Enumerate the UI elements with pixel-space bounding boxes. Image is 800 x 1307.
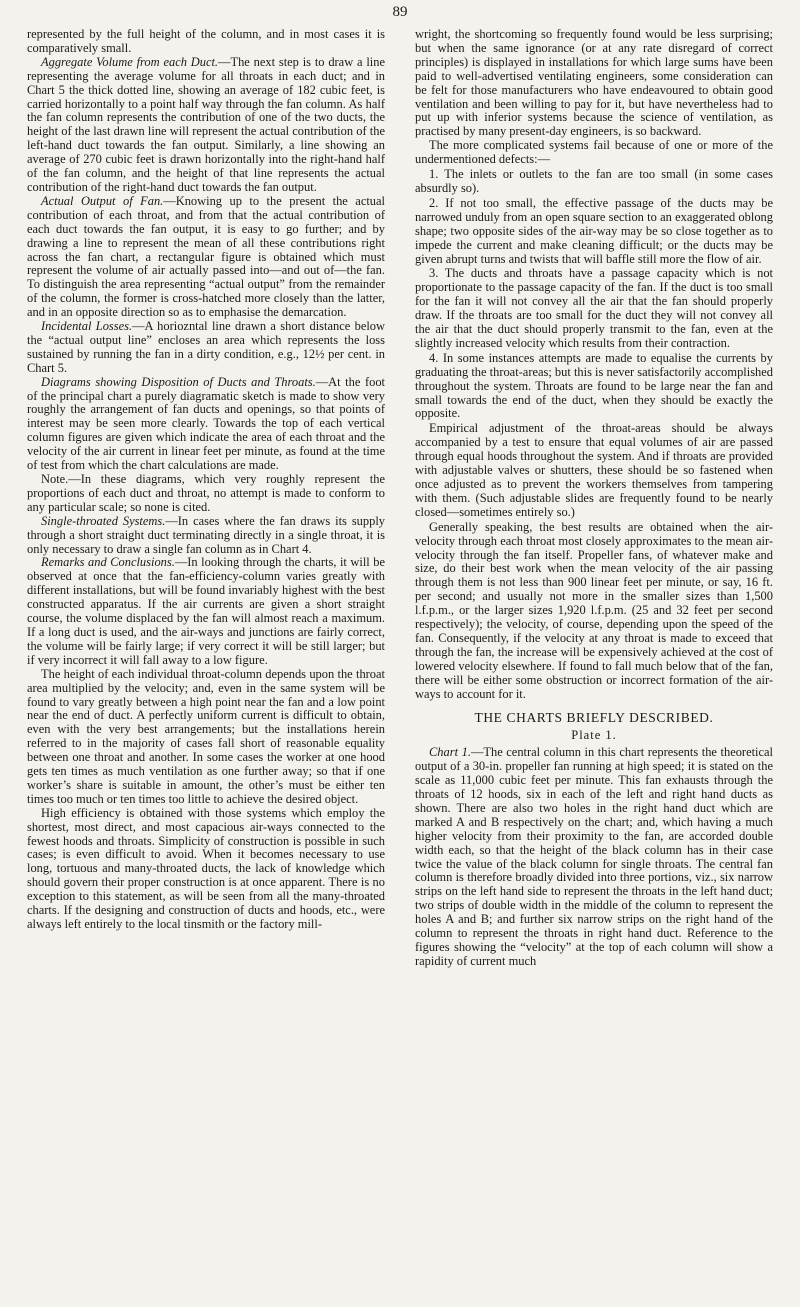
defect-item-3: 3. The ducts and throats have a passage capacity which is not proportionate to the passage capacity of the fan. If the duct is too small for the fan it will not convey all the air that the fan should properly draw. If the throats are too small for the duct they will not convey all the air that the duct should properly transmit to the fan, even at the slightly increased velocity which results from their contraction. xyxy=(415,266,773,350)
paragraph-heading: Diagrams showing Disposition of Ducts and Throats. xyxy=(41,374,316,389)
paragraph-incidental-losses xyxy=(27,320,385,376)
paragraph: The height of each individual throat-column depends upon the throat area multiplied by the velocity; and, even in the same system will be found to vary greatly between a high point near the fan and a low point near the end of duct. A perfectly uniform current is difficult to obtain, even with the very best arrangements; but the installations herein referred to in the majority of cases fall short of reasonable equality between one throat and another. In some cases the worker at one hood gets ten times as much ventilation as one further away; so that if one worker’s share is suitable in amount, the other’s must be either ten times too much or ten times too little to achieve the desired object. xyxy=(27,666,385,806)
page-number: 89 xyxy=(392,4,408,20)
right-column xyxy=(415,28,773,969)
paragraph-actual-output xyxy=(27,195,385,320)
paragraph-heading: Aggregate Volume from each Duct. xyxy=(41,54,219,69)
paragraph-heading: Single-throated Systems. xyxy=(41,513,166,528)
paragraph-body: —At the foot of the principal chart a purely diagramatic sketch is made to show very roughly the arrangement of fan ducts and openings, so that points of interest may be seen more clearly. Towards the top of each vertical column figures are given which indicate the area of each throat and the velocity of the air current in linear feet per minute, as found at the time of test from which the chart calculations are made. xyxy=(27,374,385,473)
plate-heading: Plate 1. xyxy=(571,728,617,743)
paragraph-body: —In cases where the fan draws its supply through a short straight duct terminating directly in a single throat, it is only necessary to draw a single fan column as in Chart 4. xyxy=(27,513,386,556)
paragraph-diagrams xyxy=(27,376,385,473)
defect-item-4: 4. In some instances attempts are made to equalise the currents by graduating the throat-areas; but this is never satisfactorily accomplished throughout the system. Throats are found to be large near the fan and small towards the end of the duct, when they should be exactly the opposite. xyxy=(415,350,773,421)
paragraph-chart-1 xyxy=(415,746,773,969)
paragraph-heading: Incidental Losses. xyxy=(41,319,133,334)
paragraph-heading: Chart 1. xyxy=(429,745,471,760)
paragraph-body: —Knowing up to the present the actual contribution of each throat, and from that the actual contribution of each duct towards the fan output, it is easy to go further; and by drawing a line to represent the mean of all these contributions right across the fan chart, a rectangular figure is obtained which must represent the volume of air actually passed into—and out of—the fan. To distinguish the area representing “actual output” from the remainder of the column, the former is cross-hatched more closely than the latter, and in an opposite direction so as to emphasise the demarcation. xyxy=(27,193,385,320)
paragraph-heading: Remarks and Conclusions. xyxy=(41,555,175,570)
paragraph: High efficiency is obtained with those systems which employ the shortest, most direct, and most capacious air-ways connected to the fewest hoods and throats. Simplicity of construction is possible in such cases; is even difficult to avoid. When it becomes necessary to use long, tortuous and many-throated ducts, the lack of knowledge which should govern their proper construction is at once apparent. There is no exception to this statement, as will be seen from all the many-throated charts. If the designing and construction of ducts and hoods, etc., were always left entirely to the local tinsmith or the factory mill- xyxy=(27,805,385,931)
paragraph: The more complicated systems fail because of one or more of the undermentioned defects:— xyxy=(415,138,773,167)
paragraph-body: —A horiozntal line drawn a short distance below the “actual output line” encloses an area which represents the loss sustained by running the fan in a dirty condition, e.g., 12½ per cent. in Chart 5. xyxy=(27,319,385,375)
defect-item-1: 1. The inlets or outlets to the fan are too small (in some cases absurdly so). xyxy=(415,167,773,195)
defect-item-2: 2. If not too small, the effective passage of the ducts may be narrowed unduly from an open square section to an exaggerated oblong shape; two opposite sides of the air-way may be so close together as to impede the current and make cleaning difficult; or the ducts may be given abrupt turns and twists that will baffle still more the flow of air. xyxy=(415,195,773,266)
paragraph-body: —The central column in this chart represents the theoretical output of a 30-in. propeller fan running at high speed; it is stated on the scale as 11,000 cubic feet per minute. This fan exhausts through the throats of 12 hoods, six in each of the left and right hand ducts as shown. There are also two holes in the right hand duct which are marked A and B respectively on the chart; and, which having a much higher velocity from their proximity to the fan, are accorded double width each, so that the height of the black column has in their case twice the value of the black column for single throats. The central fan column is therefore broadly divided into three portions, viz., six narrow strips on the left hand side to represent the throats in the left hand duct; two strips of double width in the middle of the column to represent the holes A and B; and further six narrow strips on the right hand of the column to represent the throats in right hand duct. Reference to the figures showing the “velocity” at the top of each column will show a rapidity of current much xyxy=(415,745,774,968)
paragraph-aggregate-volume xyxy=(27,56,385,195)
section-heading: THE CHARTS BRIEFLY DESCRIBED. xyxy=(474,709,714,725)
paragraph-remarks xyxy=(27,556,385,667)
paragraph: represented by the full height of the column, and in most cases it is comparatively small. xyxy=(27,27,385,55)
paragraph-body: —In looking through the charts, it will be observed at once that the fan-efficiency-column varies greatly with different installations, but will be found invariably highest with the best constructed apparatus. If the air currents are given a short straight course, the volume displaced by the fan will almost reach a maximum. If a long duct is used, and the air-ways and junctions are fairly correct, the volume will be fairly large; if very correct it will be still larger; but if very incorrect it will fall away to a low figure. xyxy=(27,555,385,667)
paragraph: Empirical adjustment of the throat-areas should be always accompanied by a test to ensure that equal volumes of air are passed through equal hoods throughout the system. And if throats are provided with adjustable valves or shutters, these should be so fastened when once adjusted as to prevent the workers themselves from tampering with them. (Such adjustable slides are frequently found to be nearly closed—sometimes entirely so.) xyxy=(415,421,773,519)
left-column xyxy=(27,28,385,932)
paragraph: wright, the shortcoming so frequently found would be less surprising; but when the same ignorance (or at any rate disregard of correct principles) is displayed in installations for which large sums have been paid to well-advertised ventilating engineers, some consideration can be felt for those manufacturers who have endeavoured to obtain good ventilation and been willing to pay for it, but have nevertheless had to put up with inferior systems because the science of ventilation, as practised by many present-day engineers, is so backward. xyxy=(415,27,773,139)
paragraph-note: Note.—In these diagrams, which very roughly represent the proportions of each duct and throat, no attempt is made to conform to any particular scale; so none is cited. xyxy=(27,472,385,514)
paragraph: Generally speaking, the best results are obtained when the air-velocity through each throat most closely approximates to the mean air-velocity through the fan itself. Propeller fans, of whatever make and size, do their best work when the mean velocity of the air passing through them is not less than 900 linear feet per minute, or say, 16 ft. per second; and usually not more in the smaller sizes than 1,500 l.f.p.m., or the larger sizes 1,920 l.f.p.m. (25 and 32 feet per second respectively); the velocity, of course, depending upon the speed of the fan. Consequently, if the velocity at any throat is made to exceed that through the fan, the increase will be expensively achieved at the cost of lowered velocity elsewhere. If found to fall much below that of the fan, there will be either some obstruction or incorrect formation of the air-ways to account for it. xyxy=(415,519,773,701)
paragraph-body: —The next step is to draw a line representing the average volume for all throats in each duct; and in Chart 5 the thick dotted line, showing an average of 182 cubic feet, is carried horizontally to a point half way through the fan column. As half the fan column represents the contribution of one of the two ducts, the height of the last drawn line will represent the actual contribution of the left-hand duct towards the fan output. Similarly, a line showing an average of 270 cubic feet is drawn horizontally into the right-hand half of the fan column, and the height of that line represents the actual contribution of the right-hand duct towards the fan output. xyxy=(27,54,385,194)
paragraph-heading: Actual Output of Fan. xyxy=(41,193,164,208)
paragraph-single-throated xyxy=(27,515,385,557)
